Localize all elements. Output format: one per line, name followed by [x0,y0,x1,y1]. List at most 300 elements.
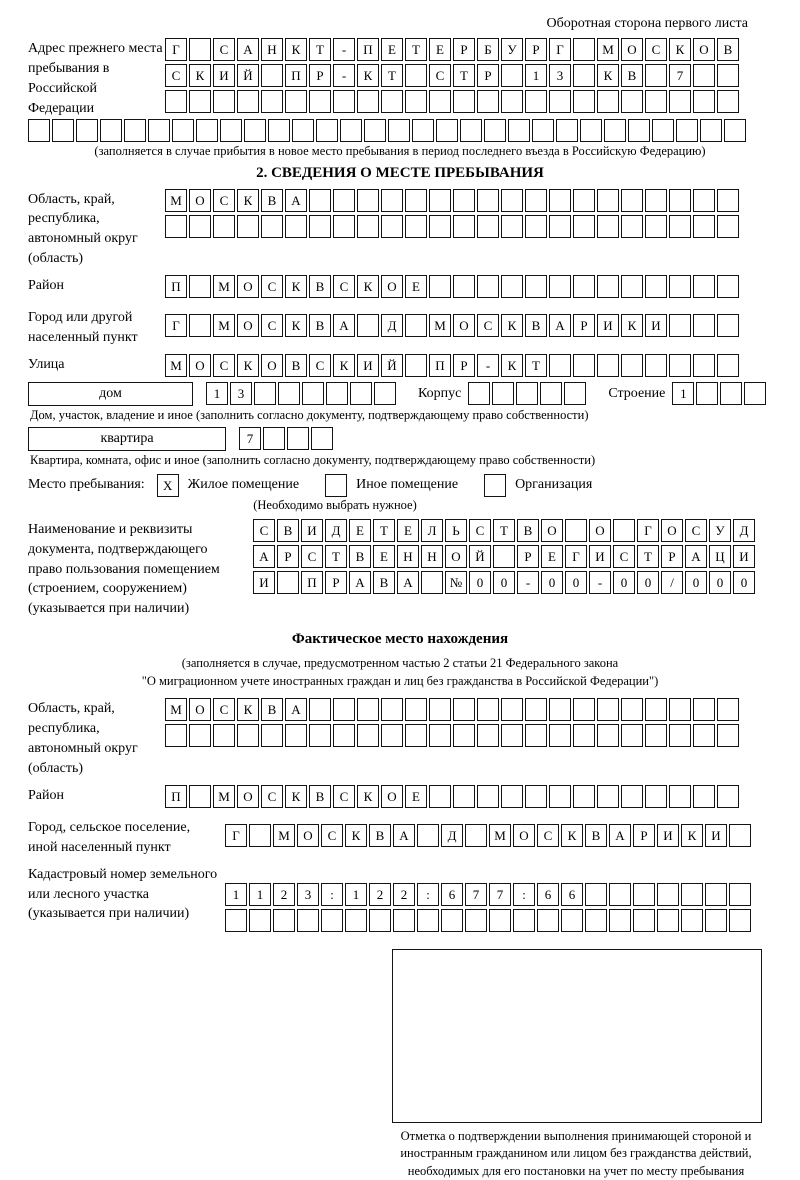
form-cell[interactable] [453,215,475,238]
form-cell[interactable] [374,382,396,405]
form-cell[interactable] [597,698,619,721]
form-cell[interactable] [297,909,319,932]
form-cell[interactable]: 6 [537,883,559,906]
form-cell[interactable]: М [165,189,187,212]
form-cell[interactable]: Н [261,38,283,61]
form-cell[interactable]: А [549,314,571,337]
form-cell[interactable]: В [261,698,283,721]
form-cell[interactable]: С [613,545,635,568]
form-cell[interactable] [460,119,482,142]
form-cell[interactable] [645,215,667,238]
form-cell[interactable]: А [333,314,355,337]
form-cell[interactable] [148,119,170,142]
form-cell[interactable] [669,215,691,238]
form-cell[interactable] [621,724,643,747]
form-cell[interactable] [717,64,739,87]
form-cell[interactable] [309,698,331,721]
form-cell[interactable] [508,119,530,142]
form-cell[interactable] [604,119,626,142]
form-cell[interactable] [477,724,499,747]
form-cell[interactable] [261,215,283,238]
form-cell[interactable]: И [645,314,667,337]
form-cell[interactable] [465,824,487,847]
form-cell[interactable]: Л [421,519,443,542]
form-cell[interactable] [633,883,655,906]
form-cell[interactable] [628,119,650,142]
form-cell[interactable]: К [345,824,367,847]
form-cell[interactable]: 0 [565,571,587,594]
form-cell[interactable]: О [541,519,563,542]
form-cell[interactable]: А [397,571,419,594]
form-cell[interactable] [669,314,691,337]
form-cell[interactable] [302,382,324,405]
form-cell[interactable] [429,90,451,113]
form-cell[interactable] [237,90,259,113]
form-cell[interactable] [573,38,595,61]
form-cell[interactable] [429,698,451,721]
form-cell[interactable]: Д [381,314,403,337]
form-cell[interactable]: 0 [541,571,563,594]
form-cell[interactable]: М [429,314,451,337]
form-cell[interactable] [405,64,427,87]
form-cell[interactable] [285,215,307,238]
form-cell[interactable] [717,698,739,721]
form-cell[interactable]: О [445,545,467,568]
form-cell[interactable]: С [213,38,235,61]
form-cell[interactable] [453,275,475,298]
form-cell[interactable] [417,909,439,932]
form-cell[interactable]: А [609,824,631,847]
form-cell[interactable] [277,571,299,594]
form-cell[interactable] [693,785,715,808]
form-cell[interactable]: С [253,519,275,542]
form-cell[interactable]: О [297,824,319,847]
form-cell[interactable]: И [301,519,323,542]
form-cell[interactable] [189,724,211,747]
form-cell[interactable]: К [285,314,307,337]
house-type-box[interactable]: дом [28,382,193,406]
form-cell[interactable] [405,698,427,721]
form-cell[interactable] [189,215,211,238]
form-cell[interactable]: 1 [672,382,694,405]
form-cell[interactable]: К [357,64,379,87]
form-cell[interactable]: Е [405,275,427,298]
form-cell[interactable]: - [333,38,355,61]
checkbox-organization[interactable] [484,474,506,497]
form-cell[interactable]: 7 [239,427,261,450]
form-cell[interactable] [501,90,523,113]
form-cell[interactable]: К [561,824,583,847]
form-cell[interactable] [717,90,739,113]
form-cell[interactable] [717,314,739,337]
form-cell[interactable] [263,427,285,450]
form-cell[interactable] [717,215,739,238]
form-cell[interactable] [477,189,499,212]
form-cell[interactable]: Р [309,64,331,87]
form-cell[interactable]: 1 [206,382,228,405]
checkbox-other-premises[interactable] [325,474,347,497]
form-cell[interactable]: Е [405,785,427,808]
form-cell[interactable] [717,354,739,377]
form-cell[interactable]: А [685,545,707,568]
form-cell[interactable]: В [525,314,547,337]
form-cell[interactable] [76,119,98,142]
form-cell[interactable] [597,785,619,808]
form-cell[interactable] [165,90,187,113]
form-cell[interactable]: О [381,785,403,808]
form-cell[interactable]: Б [477,38,499,61]
form-cell[interactable]: Е [541,545,563,568]
form-cell[interactable] [621,215,643,238]
form-cell[interactable]: Т [525,354,547,377]
form-cell[interactable] [189,785,211,808]
form-cell[interactable]: С [469,519,491,542]
form-cell[interactable]: - [333,64,355,87]
form-cell[interactable] [381,724,403,747]
form-cell[interactable] [357,189,379,212]
form-cell[interactable] [693,189,715,212]
form-cell[interactable]: Н [397,545,419,568]
form-cell[interactable]: С [261,275,283,298]
form-cell[interactable]: В [261,189,283,212]
form-cell[interactable] [729,909,751,932]
form-cell[interactable]: В [369,824,391,847]
form-cell[interactable]: Г [549,38,571,61]
form-cell[interactable]: Т [637,545,659,568]
form-cell[interactable]: Р [661,545,683,568]
form-cell[interactable]: К [285,275,307,298]
form-cell[interactable] [501,785,523,808]
form-cell[interactable] [561,909,583,932]
form-cell[interactable] [717,275,739,298]
form-cell[interactable] [261,90,283,113]
form-cell[interactable]: 6 [561,883,583,906]
form-cell[interactable]: К [357,275,379,298]
form-cell[interactable] [693,314,715,337]
form-cell[interactable] [573,698,595,721]
form-cell[interactable] [417,824,439,847]
form-cell[interactable] [484,119,506,142]
form-cell[interactable] [357,698,379,721]
form-cell[interactable] [597,215,619,238]
form-cell[interactable] [429,215,451,238]
form-cell[interactable]: Г [165,38,187,61]
form-cell[interactable]: Р [573,314,595,337]
form-cell[interactable] [213,724,235,747]
form-cell[interactable]: К [357,785,379,808]
form-cell[interactable] [196,119,218,142]
form-cell[interactable]: С [261,785,283,808]
form-cell[interactable] [340,119,362,142]
form-cell[interactable] [669,724,691,747]
form-cell[interactable] [405,314,427,337]
form-cell[interactable] [621,785,643,808]
form-cell[interactable] [549,785,571,808]
form-cell[interactable] [453,724,475,747]
form-cell[interactable]: А [237,38,259,61]
form-cell[interactable]: Р [453,354,475,377]
form-cell[interactable] [333,90,355,113]
form-cell[interactable] [645,275,667,298]
form-cell[interactable] [249,824,271,847]
form-cell[interactable]: Р [525,38,547,61]
form-cell[interactable]: Г [225,824,247,847]
form-cell[interactable]: К [285,38,307,61]
form-cell[interactable]: Е [373,545,395,568]
form-cell[interactable] [645,90,667,113]
form-cell[interactable]: 0 [469,571,491,594]
form-cell[interactable] [465,909,487,932]
form-cell[interactable] [645,64,667,87]
form-cell[interactable] [189,275,211,298]
form-cell[interactable]: Г [165,314,187,337]
form-cell[interactable] [501,275,523,298]
form-cell[interactable]: 2 [393,883,415,906]
form-cell[interactable]: К [681,824,703,847]
form-cell[interactable]: Н [421,545,443,568]
form-cell[interactable] [429,724,451,747]
form-cell[interactable]: А [253,545,275,568]
form-cell[interactable]: У [709,519,731,542]
form-cell[interactable]: В [309,275,331,298]
form-cell[interactable]: П [285,64,307,87]
form-cell[interactable]: С [429,64,451,87]
form-cell[interactable] [429,189,451,212]
form-cell[interactable]: С [477,314,499,337]
form-cell[interactable] [513,909,535,932]
form-cell[interactable]: П [165,275,187,298]
form-cell[interactable]: Ь [445,519,467,542]
form-cell[interactable] [669,354,691,377]
form-cell[interactable] [326,382,348,405]
form-cell[interactable]: / [661,571,683,594]
form-cell[interactable] [492,382,514,405]
form-cell[interactable]: В [373,571,395,594]
form-cell[interactable] [52,119,74,142]
form-cell[interactable] [573,275,595,298]
form-cell[interactable] [28,119,50,142]
form-cell[interactable]: Т [453,64,475,87]
form-cell[interactable] [516,382,538,405]
form-cell[interactable] [573,354,595,377]
form-cell[interactable]: Ц [709,545,731,568]
form-cell[interactable]: Р [517,545,539,568]
form-cell[interactable]: С [261,314,283,337]
form-cell[interactable] [669,90,691,113]
form-cell[interactable] [501,698,523,721]
form-cell[interactable] [621,275,643,298]
form-cell[interactable]: : [417,883,439,906]
form-cell[interactable]: К [333,354,355,377]
form-cell[interactable]: О [453,314,475,337]
form-cell[interactable]: Т [309,38,331,61]
form-cell[interactable] [724,119,746,142]
form-cell[interactable]: Е [349,519,371,542]
form-cell[interactable] [477,785,499,808]
form-cell[interactable] [350,382,372,405]
form-cell[interactable] [189,314,211,337]
form-cell[interactable] [525,215,547,238]
form-cell[interactable]: О [261,354,283,377]
form-cell[interactable]: С [333,275,355,298]
form-cell[interactable] [621,90,643,113]
form-cell[interactable]: К [501,314,523,337]
form-cell[interactable]: 6 [441,883,463,906]
form-cell[interactable] [693,90,715,113]
form-cell[interactable] [405,90,427,113]
form-cell[interactable] [244,119,266,142]
form-cell[interactable]: С [645,38,667,61]
form-cell[interactable] [549,215,571,238]
stamp-box[interactable] [392,949,762,1123]
form-cell[interactable]: 7 [489,883,511,906]
form-cell[interactable] [621,698,643,721]
form-cell[interactable] [429,275,451,298]
form-cell[interactable] [405,189,427,212]
form-cell[interactable] [436,119,458,142]
form-cell[interactable]: С [685,519,707,542]
form-cell[interactable] [493,545,515,568]
form-cell[interactable] [225,909,247,932]
form-cell[interactable]: А [393,824,415,847]
form-cell[interactable]: Т [381,64,403,87]
checkbox-residential[interactable]: X [157,474,179,497]
form-cell[interactable]: О [237,275,259,298]
form-cell[interactable] [357,724,379,747]
form-cell[interactable] [237,215,259,238]
form-cell[interactable] [213,215,235,238]
form-cell[interactable] [693,354,715,377]
form-cell[interactable]: М [273,824,295,847]
form-cell[interactable] [477,275,499,298]
form-cell[interactable] [501,215,523,238]
form-cell[interactable] [669,698,691,721]
form-cell[interactable]: Т [373,519,395,542]
form-cell[interactable]: Е [429,38,451,61]
form-cell[interactable]: К [285,785,307,808]
form-cell[interactable]: Р [453,38,475,61]
form-cell[interactable]: О [189,189,211,212]
form-cell[interactable]: К [597,64,619,87]
form-cell[interactable]: О [237,785,259,808]
form-cell[interactable] [287,427,309,450]
form-cell[interactable] [501,724,523,747]
form-cell[interactable] [652,119,674,142]
form-cell[interactable] [333,189,355,212]
form-cell[interactable] [573,90,595,113]
form-cell[interactable] [645,724,667,747]
form-cell[interactable] [696,382,718,405]
form-cell[interactable]: Р [477,64,499,87]
form-cell[interactable] [285,90,307,113]
form-cell[interactable] [525,785,547,808]
form-cell[interactable] [381,698,403,721]
form-cell[interactable]: Й [381,354,403,377]
form-cell[interactable] [525,698,547,721]
form-cell[interactable] [717,724,739,747]
form-cell[interactable]: Р [633,824,655,847]
form-cell[interactable]: Й [237,64,259,87]
form-cell[interactable] [316,119,338,142]
form-cell[interactable] [100,119,122,142]
form-cell[interactable] [720,382,742,405]
form-cell[interactable]: П [301,571,323,594]
form-cell[interactable] [357,90,379,113]
form-cell[interactable]: 2 [369,883,391,906]
form-cell[interactable]: С [213,189,235,212]
form-cell[interactable]: О [589,519,611,542]
form-cell[interactable] [645,354,667,377]
form-cell[interactable]: И [705,824,727,847]
form-cell[interactable] [597,724,619,747]
form-cell[interactable]: В [309,314,331,337]
form-cell[interactable] [597,90,619,113]
form-cell[interactable] [573,785,595,808]
form-cell[interactable] [172,119,194,142]
form-cell[interactable] [285,724,307,747]
form-cell[interactable] [525,90,547,113]
form-cell[interactable] [597,189,619,212]
form-cell[interactable]: С [213,354,235,377]
form-cell[interactable] [717,189,739,212]
form-cell[interactable]: Д [733,519,755,542]
form-cell[interactable] [744,382,766,405]
form-cell[interactable] [669,785,691,808]
form-cell[interactable] [292,119,314,142]
form-cell[interactable]: О [513,824,535,847]
form-cell[interactable] [573,215,595,238]
form-cell[interactable] [468,382,490,405]
form-cell[interactable] [309,90,331,113]
form-cell[interactable] [681,883,703,906]
form-cell[interactable]: 0 [733,571,755,594]
form-cell[interactable]: У [501,38,523,61]
form-cell[interactable]: 7 [669,64,691,87]
form-cell[interactable]: О [381,275,403,298]
form-cell[interactable] [645,785,667,808]
form-cell[interactable]: И [733,545,755,568]
form-cell[interactable]: С [165,64,187,87]
form-cell[interactable] [565,519,587,542]
form-cell[interactable] [333,724,355,747]
form-cell[interactable] [580,119,602,142]
form-cell[interactable] [525,724,547,747]
form-cell[interactable] [693,724,715,747]
form-cell[interactable]: К [237,354,259,377]
form-cell[interactable]: О [189,354,211,377]
form-cell[interactable] [309,189,331,212]
form-cell[interactable] [429,785,451,808]
form-cell[interactable]: 0 [637,571,659,594]
form-cell[interactable] [693,275,715,298]
form-cell[interactable]: В [309,785,331,808]
form-cell[interactable] [657,883,679,906]
form-cell[interactable] [549,724,571,747]
form-cell[interactable]: М [597,38,619,61]
form-cell[interactable]: Т [493,519,515,542]
form-cell[interactable] [405,354,427,377]
form-cell[interactable]: И [357,354,379,377]
form-cell[interactable] [613,519,635,542]
form-cell[interactable] [676,119,698,142]
form-cell[interactable] [532,119,554,142]
form-cell[interactable]: К [669,38,691,61]
form-cell[interactable] [405,215,427,238]
form-cell[interactable]: - [517,571,539,594]
form-cell[interactable] [525,189,547,212]
form-cell[interactable]: 3 [297,883,319,906]
form-cell[interactable] [453,90,475,113]
